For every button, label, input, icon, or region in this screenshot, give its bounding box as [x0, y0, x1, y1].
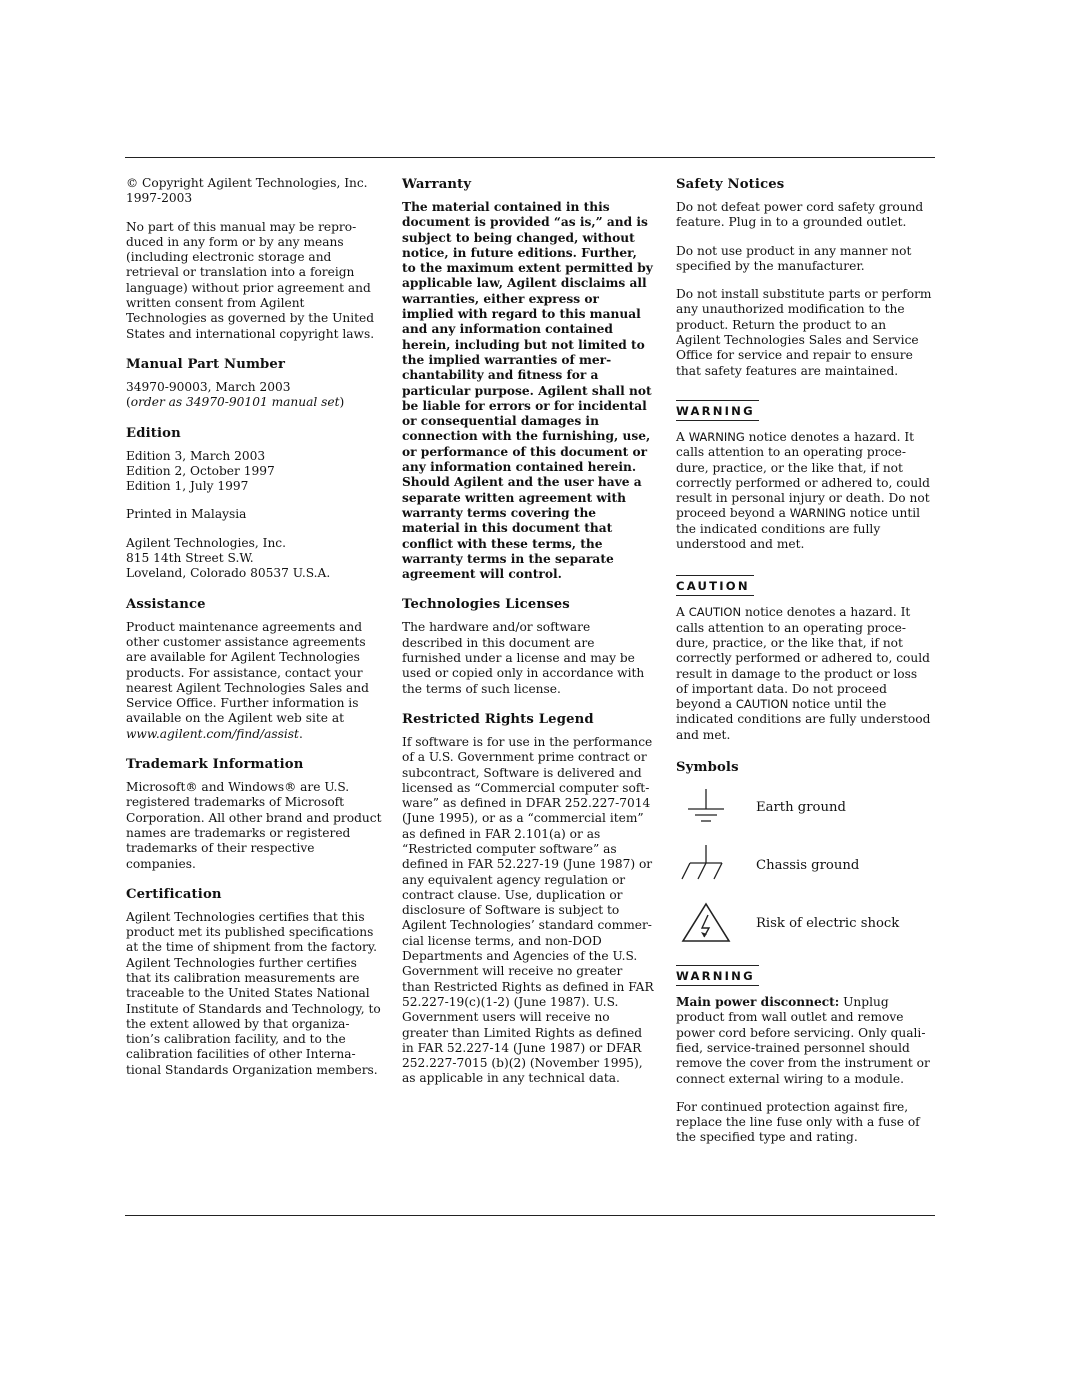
left-column — [126, 176, 382, 1091]
manual-part-block: 34970-90003, March 2003 (order as 34970-90101 manual set) — [126, 380, 382, 411]
manual-set-text: order as 34970-90101 manual set — [130, 395, 340, 410]
caution-body-a: notice denotes a hazard. It calls attention to an operating proce-dure, practice, or the like that, if not correctly performed or adhered to, could result in damage to the product or loss of important data. Do not proceed beyond a — [676, 605, 930, 712]
restricted-heading: Restricted Rights Legend — [402, 711, 594, 727]
caution-keyword: CAUTION — [688, 605, 742, 620]
certification-heading: Certification — [126, 886, 222, 902]
warranty-text: The material contained in this document is provided “as is,” and is subject to being changed, without notice, in future editions. Further, to the maximum extent permitted by applicable law, Agilent disclaims all warranties, either express or implied with regard to this manual and any information contained herein, including but not limited to the implied warranties of mer-chantability and fitness for a particular purpose. Agilent shall not be liable for errors or for incidental or consequential damages in connection with the furnishing, use, or performance of this document or any information contained herein. Should Agilent and the user have a separate written agreement with warranty terms covering the material in this document that conflict with these terms, the warranty terms in the separate agreement will control. — [402, 200, 653, 582]
safety-notice-1: Do not defeat power cord safety ground feature. Plug in to a grounded outlet. — [676, 200, 924, 230]
licenses-heading: Technologies Licenses — [402, 597, 570, 613]
caution-text — [676, 605, 932, 743]
electric-shock-icon — [676, 899, 736, 947]
electric-shock-label: Risk of electric shock — [756, 915, 900, 931]
earth-ground-label: Earth ground — [756, 799, 846, 815]
address-line: Loveland, Colorado 80537 U.S.A. — [126, 566, 331, 581]
symbols-heading: Symbols — [676, 760, 739, 776]
assistance-paragraph: Product maintenance agreements and other customer assistance agreements are available for Agilent Technologies products. For assistance, contact your nearest Agilent Technologies Sales and Service Office. Further information is available on the Agilent web site at www.agilent.com/find/assist. — [126, 619, 369, 741]
main-power-bold: Main power disconnect: — [676, 995, 840, 1010]
trademark-heading: Trademark Information — [126, 757, 304, 773]
manual-part-number: 34970-90003, March 2003 — [126, 379, 291, 394]
warning-body-b: notice until the indicated conditions are fully understood and met. — [676, 506, 921, 552]
manual-part-heading: Manual Part Number — [126, 356, 286, 372]
assistance-url[interactable]: www.agilent.com/find/assist — [126, 726, 299, 741]
electric-shock-symbol-row — [676, 899, 932, 947]
earth-ground-symbol-row — [676, 783, 932, 831]
warning-body-a: notice denotes a hazard. It calls attention to an operating proce-dure, practice, or the like that, if not correctly performed or adhered to, could result in personal injury or death. Do not proceed beyond a — [676, 429, 930, 521]
edition-item: Edition 3, March 2003 — [126, 448, 266, 463]
address-line: 815 14th Street S.W. — [126, 551, 254, 566]
edition-item: Edition 1, July 1997 — [126, 479, 249, 494]
safety-notice-2: Do not use product in any manner not specified by the manufacturer. — [676, 243, 912, 273]
edition-heading: Edition — [126, 425, 181, 441]
caution-body-b: notice until the indicated conditions are fully understood and met. — [676, 697, 931, 742]
right-column — [676, 176, 932, 1159]
chassis-ground-icon — [676, 841, 736, 889]
licenses-text: The hardware and/or software described in this document are furnished under a license and may be used or copied only in accordance with the terms of such license. — [402, 620, 645, 696]
caution-lead: A — [676, 605, 689, 620]
copyright-text: © Copyright Agilent Technologies, Inc. 1997-2003 — [126, 176, 368, 206]
main-power-text — [676, 995, 932, 1087]
trademark-text: Microsoft® and Windows® are U.S. registered trademarks of Microsoft Corporation. All other brand and product names are trademarks or registered trademarks of their respective companies. — [126, 780, 382, 871]
fire-protection-text: For continued protection against fire, replace the line fuse only with a fuse of the specified type and rating. — [676, 1099, 920, 1145]
top-rule — [125, 157, 935, 158]
chassis-ground-label: Chassis ground — [756, 857, 860, 873]
earth-ground-icon — [676, 783, 736, 831]
certification-text: Agilent Technologies certifies that this product met its published specifications at the time of shipment from the factory. Agilent Technologies further certifies that its calibration measurements are traceable to the United States National Institute of Standards and Technology, to the extent allowed by that organiza-tion’s calibration facility, and to the calibration facilities of other Interna-tional Standards Organization members. — [126, 909, 381, 1077]
warning-label-2: WARNING — [676, 965, 759, 986]
middle-column — [402, 176, 654, 1100]
no-part-text: No part of this manual may be repro-duced in any form or by any means (including electronic storage and retrieval or translation into a foreign language) without prior agreement and written consent from Agilent Technologies as governed by the United States and international copyright laws. — [126, 219, 375, 341]
caution-label: CAUTION — [676, 575, 754, 596]
warning-keyword: WARNING — [688, 429, 745, 444]
address-line: Agilent Technologies, Inc. — [126, 535, 287, 550]
caution-keyword: CAUTION — [735, 697, 789, 712]
address-block — [126, 536, 382, 582]
main-power-body: Unplug product from wall outlet and remove power cord before servicing. Only quali-fied, service-trained personnel should remove the cover from the instrument or connect external wiring to a module. — [676, 995, 930, 1086]
warning-text — [676, 430, 932, 552]
assistance-heading: Assistance — [126, 596, 206, 612]
warning-label: WARNING — [676, 400, 759, 421]
chassis-ground-symbol-row — [676, 841, 932, 889]
safety-heading: Safety Notices — [676, 177, 785, 192]
printed-in: Printed in Malaysia — [126, 507, 247, 522]
restricted-text: If software is for use in the performance of a U.S. Government prime contract or subcontract, Software is delivered and licensed as “Commercial computer soft-ware” as defined in DFAR 252.227-7014 (June 1995), or as a “commercial item” as defined in FAR 2.101(a) or as “Restricted computer software” as defined in FAR 52.227-19 (June 1987) or any equivalent agency regulation or contract clause. Use, duplication or disclosure of Software is subject to Agilent Technologies’ standard commer-cial license terms, and non-DOD Departments and Agencies of the U.S. Government will receive no greater than Restricted Rights as defined in FAR 52.227-19(c)(1-2) (June 1987). U.S. Government users will receive no greater than Limited Rights as defined in FAR 52.227-14 (June 1987) or DFAR 252.227-7015 (b)(2) (November 1995), as applicable in any technical data. — [402, 734, 654, 1086]
safety-notice-3: Do not install substitute parts or perform any unauthorized modification to the product. Return the product to an Agilent Technologies Sales and Service Office for service and repair to ensure that safety features are maintained. — [676, 287, 932, 378]
assistance-text: Product maintenance agreements and other customer assistance agreements are available for Agilent Technologies products. For assistance, contact your nearest Agilent Technologies Sales and Service Office. Further information is available on the Agilent web site at — [126, 619, 369, 726]
edition-list — [126, 449, 382, 495]
warranty-heading: Warranty — [402, 177, 472, 192]
bottom-rule — [125, 1215, 935, 1216]
warning-lead: A — [676, 429, 689, 444]
edition-item: Edition 2, October 1997 — [126, 463, 275, 478]
warning-keyword: WARNING — [789, 506, 846, 521]
